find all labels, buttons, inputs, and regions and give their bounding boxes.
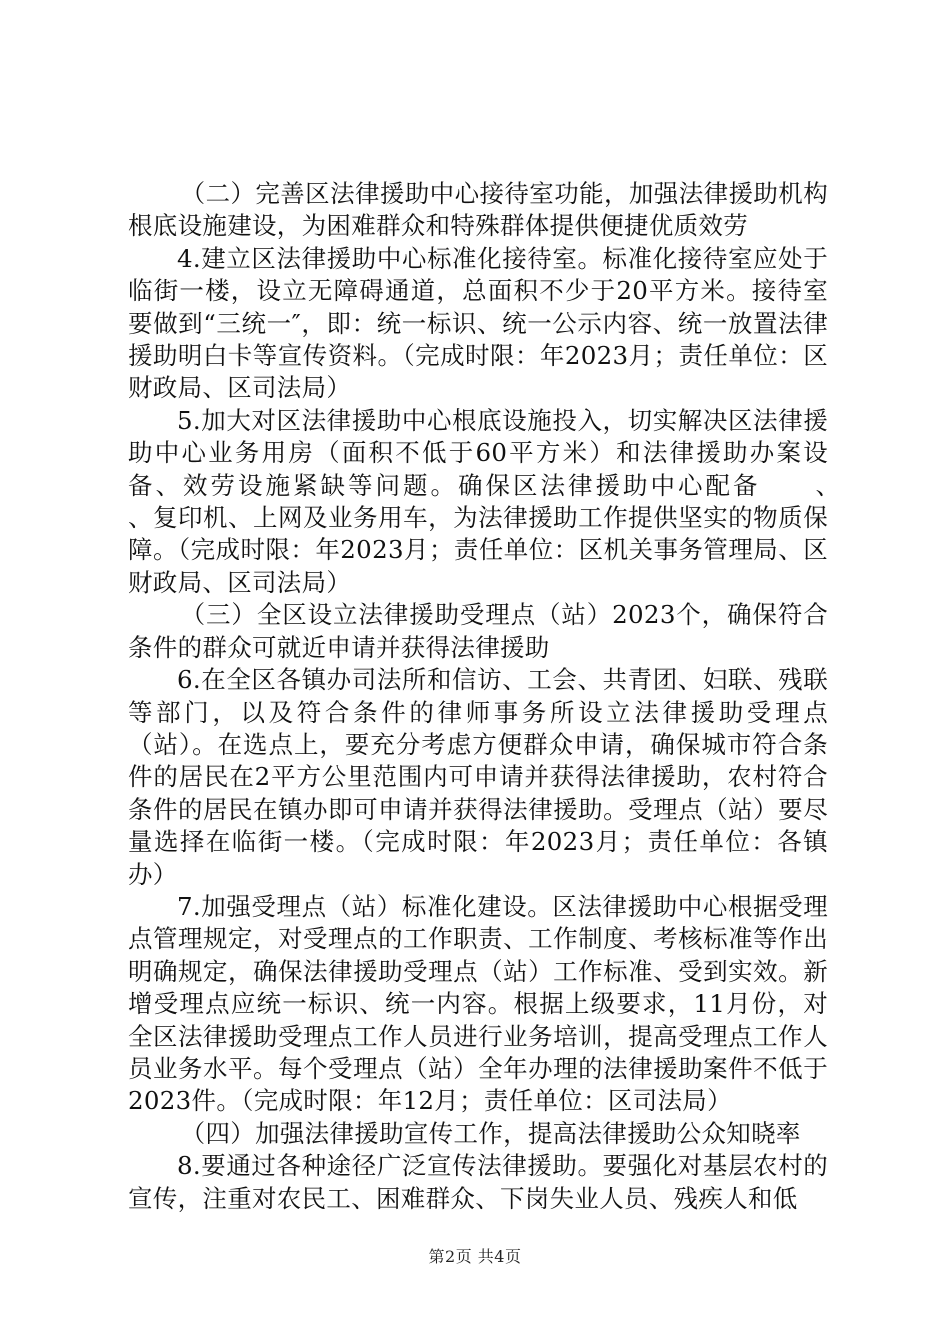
paragraph-item-4: 4.建立区法律援助中心标准化接待室。标准化接待室应处于临街一楼，设立无障碍通道，总面积不少于20平方米。接待室要做到“三统一″，即：统一标识、统一公示内容、统一放置法律援助明白卡等宣传资料。（完成时限：年2023月；责任单位：区财政局、区司法局） [128,243,828,403]
document-body [128,178,878,1215]
paragraph-item-7: 7.加强受理点（站）标准化建设。区法律援助中心根据受理点管理规定，对受理点的工作职责、工作制度、考核标准等作出明确规定，确保法律援助受理点（站）工作标准、受到实效。新增受理点应统一标识、统一内容。根据上级要求，11月份，对全区法律援助受理点工作人员进行业务培训，提高受理点工作人员业务水平。每个受理点（站）全年办理的法律援助案件不低于2023件。（完成时限：年12月；责任单位：区司法局） [128,891,828,1116]
paragraph-item-6: 6.在全区各镇办司法所和信访、工会、共青团、妇联、残联等部门，以及符合条件的律师事务所设立法律援助受理点（站）。在选点上，要充分考虑方便群众申请，确保城市符合条件的居民在2平方公里范围内可申请并获得法律援助，农村符合条件的居民在镇办即可申请并获得法律援助。受理点（站）要尽量选择在临街一楼。（完成时限：年2023月；责任单位：各镇办） [128,665,828,889]
section-heading-2: （二）完善区法律援助中心接待室功能，加强法律援助机构根底设施建设，为困难群众和特殊群体提供便捷优质效劳 [128,179,828,241]
paragraph-item-5: 5.加大对区法律援助中心根底设施投入，切实解决区法律援助中心业务用房（面积不低于60平方米）和法律援助办案设备、效劳设施紧缺等问题。确保区法律援助中心配备 、 、复印机、上网及业务用车，为法律援助工作提供坚实的物质保障。（完成时限：年2023月；责任单位：区机关事务管理局、区财政局、区司法局） [128,405,878,597]
paragraph-item-8: 8.要通过各种途径广泛宣传法律援助。要强化对基层农村的宣传，注重对农民工、困难群众、下岗失业人员、残疾人和低 [128,1151,828,1213]
section-heading-3: （三）全区设立法律援助受理点（站）2023个，确保符合条件的群众可就近申请并获得法律援助 [128,600,828,662]
page-footer: 第2页 共4页 [428,1247,522,1266]
section-heading-4: （四）加强法律援助宣传工作，提高法律援助公众知晓率 [180,1118,801,1148]
